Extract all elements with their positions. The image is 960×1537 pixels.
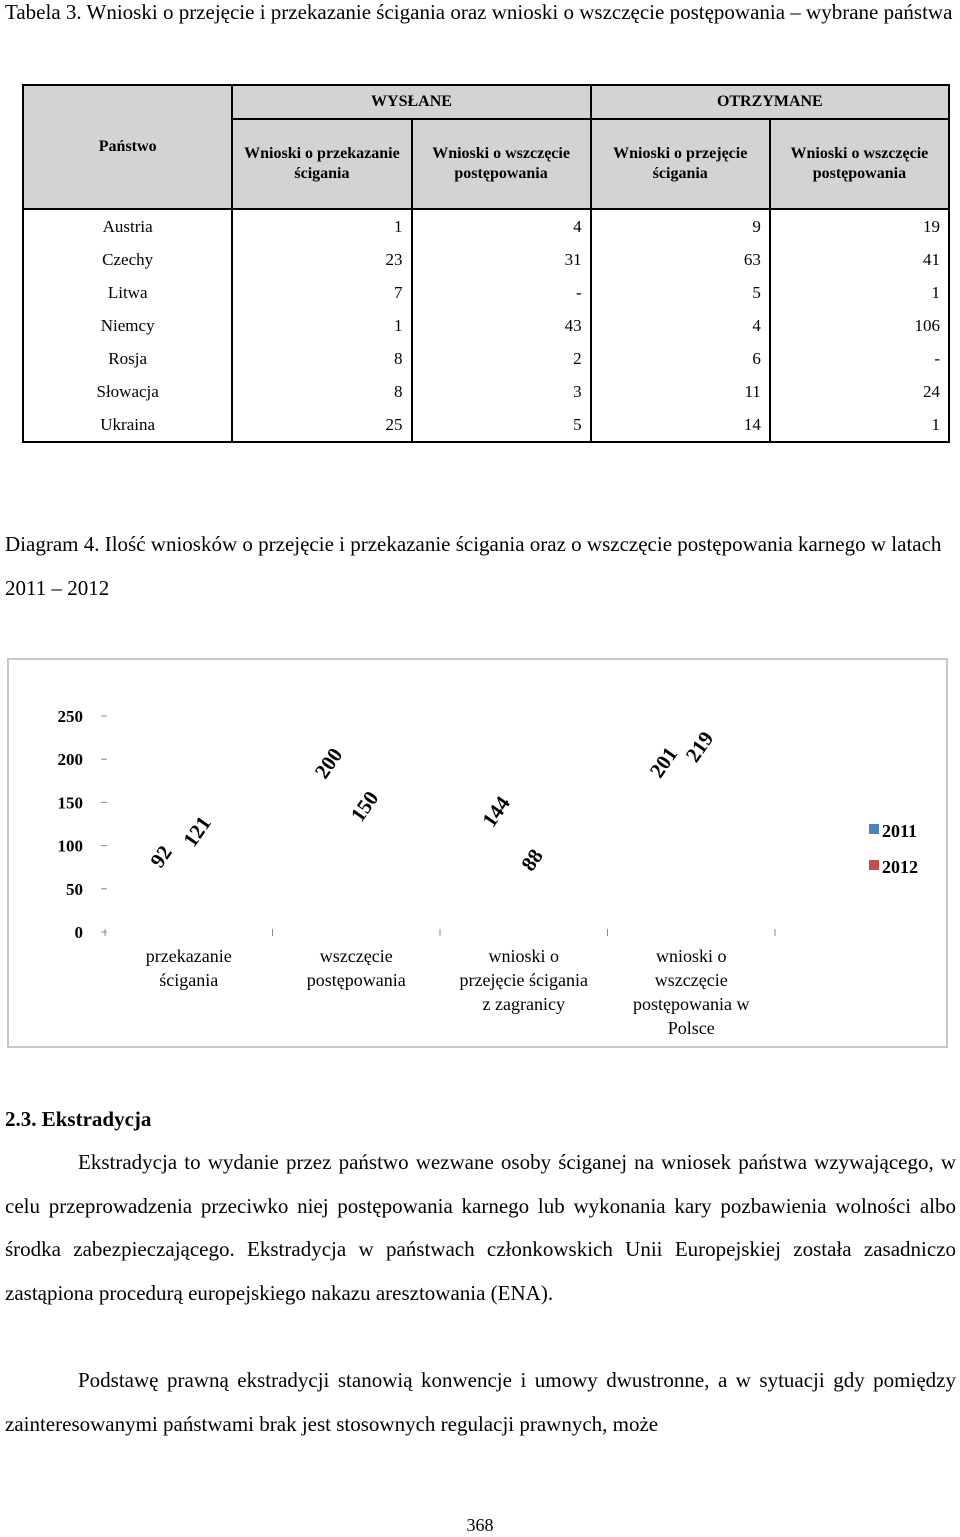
table-row xyxy=(23,309,949,342)
y-tick-label: 150 xyxy=(57,793,83,813)
country-cell: Rosja xyxy=(23,342,232,375)
value-cell: 19 xyxy=(770,209,949,243)
category-label: wszczęcie xyxy=(654,970,728,990)
category-label: ścigania xyxy=(159,970,219,990)
bar-chart xyxy=(9,660,946,1046)
value-cell: 43 xyxy=(412,309,591,342)
value-cell: 9 xyxy=(591,209,770,243)
value-cell: 63 xyxy=(591,243,770,276)
value-cell: - xyxy=(412,276,591,309)
data-label: 121 xyxy=(178,811,216,852)
category-label: wnioski o xyxy=(488,946,560,966)
table-row xyxy=(23,342,949,375)
country-cell: Austria xyxy=(23,209,232,243)
country-cell: Ukraina xyxy=(23,408,232,442)
value-cell: 25 xyxy=(232,408,411,442)
y-tick-label: 100 xyxy=(57,836,83,856)
y-tick-label: 250 xyxy=(57,707,83,726)
value-cell: 8 xyxy=(232,375,411,408)
value-cell: 1 xyxy=(232,309,411,342)
table-body xyxy=(23,209,949,442)
data-label: 88 xyxy=(516,844,548,876)
country-cell: Niemcy xyxy=(23,309,232,342)
value-cell: 2 xyxy=(412,342,591,375)
header-received: OTRZYMANE xyxy=(591,85,949,119)
category-label: przekazanie xyxy=(145,946,232,966)
value-cell: - xyxy=(770,342,949,375)
value-cell: 14 xyxy=(591,408,770,442)
value-cell: 11 xyxy=(591,375,770,408)
paragraph-2: Podstawę prawną ekstradycji stanowią konwencje i umowy dwustronne, a w sytuacji gdy pomiędzy zainteresowanymi państwami brak jest stosownych regulacji prawnych, może xyxy=(5,1368,956,1436)
legend-swatch xyxy=(869,824,879,834)
country-cell: Litwa xyxy=(23,276,232,309)
value-cell: 4 xyxy=(412,209,591,243)
header-sent: WYSŁANE xyxy=(232,85,590,119)
category-label: wnioski o xyxy=(655,946,727,966)
value-cell: 7 xyxy=(232,276,411,309)
category-label: postępowania xyxy=(306,970,406,990)
value-cell: 23 xyxy=(232,243,411,276)
country-cell: Czechy xyxy=(23,243,232,276)
value-cell: 3 xyxy=(412,375,591,408)
value-cell: 41 xyxy=(770,243,949,276)
country-cell: Słowacja xyxy=(23,375,232,408)
paragraph-1: Ekstradycja to wydanie przez państwo wezwane osoby ściganej na wniosek państwa wzywającego, w celu przeprowadzenia przeciwko niej postępowania karnego lub wykonania kary pozbawienia wolności albo środka zabezpieczającego. Ekstradycja w państwach członkowskich Unii Europejskiej została zasadniczo zastąpiona procedurą europejskiego nakazu aresztowania (ENA). xyxy=(5,1150,956,1305)
header-country: Państwo xyxy=(23,85,232,209)
category-label: przejęcie ścigania xyxy=(459,970,588,990)
value-cell: 5 xyxy=(591,276,770,309)
category-label: wszczęcie xyxy=(319,946,393,966)
value-cell: 24 xyxy=(770,375,949,408)
diagram-caption: Diagram 4. Ilość wniosków o przejęcie i przekazanie ścigania oraz o wszczęcie postępowania karnego w latach 2011 – 2012 xyxy=(5,532,942,600)
requests-table xyxy=(22,84,950,443)
legend-label: 2012 xyxy=(882,857,918,877)
data-label: 92 xyxy=(145,841,177,872)
value-cell: 6 xyxy=(591,342,770,375)
table-caption: Tabela 3. Wnioski o przejęcie i przekazanie ścigania oraz wnioski o wszczęcie postępowania – wybrane państwa xyxy=(5,0,953,24)
value-cell: 1 xyxy=(770,276,949,309)
category-label: postępowania w xyxy=(633,994,750,1014)
legend-label: 2011 xyxy=(882,821,918,841)
table-row xyxy=(23,209,949,243)
page-number: 368 xyxy=(466,1515,494,1535)
data-label: 144 xyxy=(477,791,515,832)
table-row xyxy=(23,408,949,442)
data-label: 150 xyxy=(345,786,384,827)
value-cell: 106 xyxy=(770,309,949,342)
table-row xyxy=(23,375,949,408)
chart-area xyxy=(7,658,948,1048)
y-tick-label: 50 xyxy=(66,879,83,899)
data-label: 201 xyxy=(644,742,683,783)
y-tick-label: 200 xyxy=(57,750,83,770)
header-col3: Wnioski o przejęcie ścigania xyxy=(591,119,770,209)
category-label: z zagranicy xyxy=(482,994,565,1014)
value-cell: 5 xyxy=(412,408,591,442)
data-label: 200 xyxy=(309,743,348,783)
value-cell: 4 xyxy=(591,309,770,342)
value-cell: 1 xyxy=(232,209,411,243)
header-col2: Wnioski o wszczęcie postępowania xyxy=(412,119,591,209)
legend-swatch xyxy=(869,860,879,870)
value-cell: 31 xyxy=(412,243,591,276)
y-tick-label: 0 xyxy=(74,923,83,942)
section-heading: 2.3. Ekstradycja xyxy=(5,1107,152,1131)
header-col4: Wnioski o wszczęcie postępowania xyxy=(770,119,949,209)
value-cell: 8 xyxy=(232,342,411,375)
category-label: Polsce xyxy=(667,1018,715,1038)
value-cell: 1 xyxy=(770,408,949,442)
table-row xyxy=(23,276,949,309)
header-col1: Wnioski o przekazanie ścigania xyxy=(232,119,411,209)
table-row xyxy=(23,243,949,276)
data-label: 219 xyxy=(680,726,719,767)
